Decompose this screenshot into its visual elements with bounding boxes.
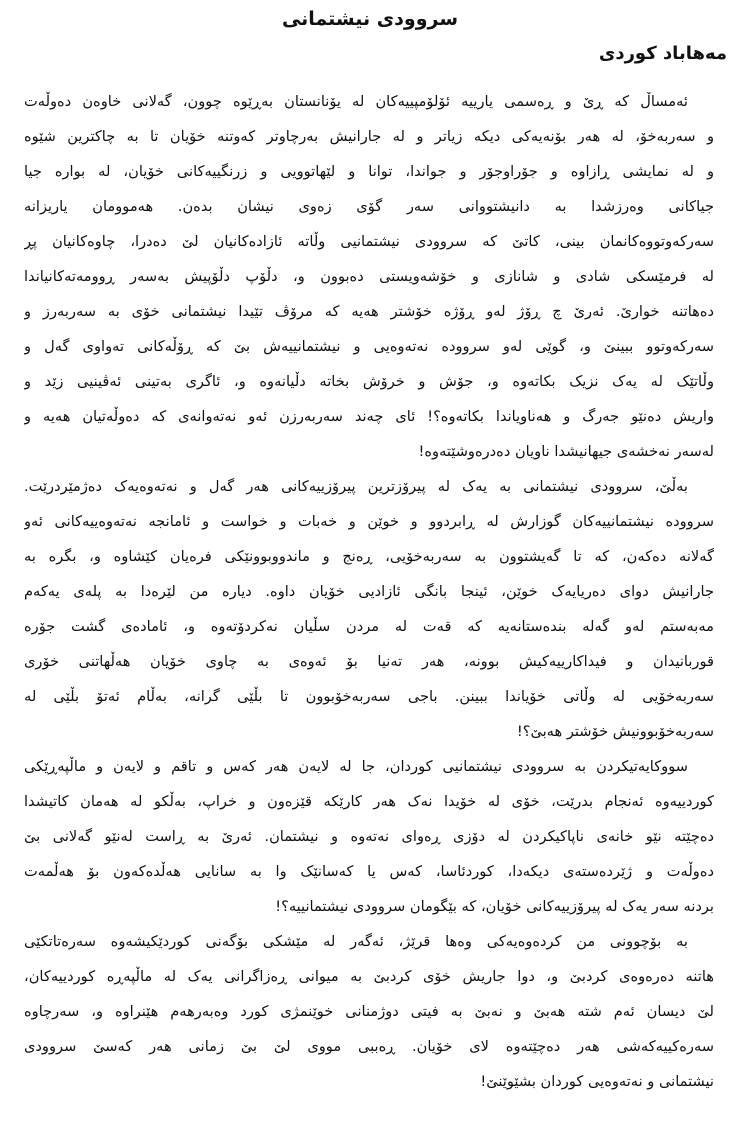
text-line: سەربەخۆبوونیش خۆشتر هەبێ؟! [516,723,714,740]
text-line: بردنە سەر یەک لە پیرۆزییەکانی خۆیان، کە بێگومان سروودی نیشتمانییە؟! [275,898,714,915]
text-line: سروودە نیشتمانییەکان گوزارش لە ڕابردوو و خوێن و خەبات و خواست و ئامانجە نەتەوەییەکانی ئەو [24,513,714,530]
text-line: هاتنە دەرەوەی کردبێ و، دوا جاریش خۆی کردبێ بە میوانی ڕەزاگرانی یەک لە ماڵپەڕە کوردییەکان، [24,968,714,985]
text-line: جیاکانی وەرزشدا بە دانیشتووانی سەر گۆی زەوی نیشان بدەن. هەموومان یاریزانە [24,198,714,215]
text-line: لەسەر نەخشەی جیهانیشدا ناویان دەدرەوشێتەوە! [418,443,714,460]
text-line: سەرەکییەکەشی هەر دەچێتەوە لای خۆیان. ڕەببی مووی لێ بێ زمانی هەر کەسێ سروودی [24,1038,714,1055]
text-line: سەرکەوتووەکانمان بینی، کاتێ کە سروودی نیشتمانیی وڵاتە ئازادەکانیان لێ دەدرا، چاوەکانیان پڕ [24,233,714,250]
paragraph [24,924,714,1099]
text-line: دەوڵەت و ژێردەستەی دیکەدا، کوردئاسا، کەس یا کەسانێک وا بە سانایی هەڵدەکەون بۆ هەڵمەت [24,863,714,880]
text-line: و لە نمایشی ڕازاوە و جۆراوجۆر و جواندا، توانا و لێهاتوویی و زرنگییەکانی خۆیان، لە بوارە جیا [24,163,714,180]
paragraph [24,469,714,749]
text-line: وڵاتێک لە یەک نزیک بکاتەوە و، جۆش و خرۆش بخاتە دڵیانەوە و، ئاگری بەتینی ئەڤینیی زێد و [24,373,714,390]
text-line: کوردییەوە ئەنجام بدرێت، خۆی لە خۆیدا نەک هەر کارێکە قێزەون و خراپ، بەڵکو لە هەمان کاتیشدا [24,793,714,810]
text-line: بەڵێ، سروودی نیشتمانی بە یەک لە پیرۆزترین پیرۆزییەکانی هەر گەل و نەتەوەیەک دەژمێردرێت. [24,478,688,495]
text-line: گەلانە دەکەن، کە تا گەیشتوون بە سەربەخۆیی، ڕەنج و ماندووبوونێکی فرەیان کێشاوە و، بگرە بە [24,548,714,565]
text-line: و سەربەخۆ، لە هەر بۆنەیەکی دیکە زیاتر و لە جارانیش بەرچاوتر کەوتنە خۆیان تا بە چاکترین شێوە [24,128,714,145]
paragraph [24,749,714,924]
article-body [24,84,714,1099]
text-line: ئەمساڵ کە ڕێ و ڕەسمی یارییە ئۆلۆمپییەکان لە یۆنانستان بەڕێوە چوون، گەلانی خاوەن دەوڵەت [24,93,688,110]
text-line: دەچێتە نێو خانەی ناپاکیکردن لە دۆزی ڕەوای نەتەوە و نیشتمان. ئەرێ بە ڕاست لەنێو گەلانی بێ [24,828,714,845]
text-line: قوربانیدان و فیداکارییەکیش بوونە، هەر تەنیا بۆ ئەوەی بە چاوی خۆیان هەڵهاتنی خۆری [24,653,714,670]
text-line: لە فرمێسکی شادی و شانازی و خۆشەویستی دەبوون و، دڵۆپ دڵۆپیش بەسەر ڕوومەتەکانیاندا [24,268,714,285]
text-line: مەبەستم لەو گەلە بندەستانەیە کە قەت لە مردن سڵیان نەکردۆتەوە و، ئامادەی گشت جۆرە [24,618,714,635]
text-line: جارانیش دوای دەریایەک خوێن، ئینجا بانگی ئازادیی خۆیان داوە. دیارە من لێرەدا بە پلەی یەکەم [24,583,714,600]
text-line: سەرکەوتوو ببینێ و، گوێی لەو سروودە نەتەوەیی و نیشتمانییەش بێ کە ڕۆڵەکانی تەواوی گەل و [24,338,714,355]
text-line: نیشتمانی و نەتەوەیی کوردان بشێوێنێ! [480,1073,714,1090]
paragraph [24,84,714,469]
text-line: دەهاتنە خوارێ. ئەرێ چ ڕۆژ لەو ڕۆژە خۆشتر هەیە کە مرۆڤ تێیدا نیشتمانی خۆی بە سەربەرز و [24,303,714,320]
document-title: سروودی نیشتمانی [281,8,459,30]
text-line: واریش دەنێو جەرگ و هەناویاندا بکاتەوە؟! ئای چەند سەربەرزن ئەو نەتەوانەی کە دەوڵەتیان هەیە و [24,408,714,425]
text-line: لێ دیسان ئەم شتە هەبێ و نەبێ بە فیتی دوژمنانی خوێنمژی کورد وەبەرهەم هێنراوە و، سەرچاوە [24,1003,714,1020]
text-line: سەربەخۆیی لە وڵاتی خۆیاندا ببینن. باجی سەربەخۆبوون تا بڵێی گرانە، بەڵام ئەتۆ بڵێی لە [24,688,714,705]
author-name: مەهاباد کوردی [598,43,727,64]
text-line: بە بۆچوونی من کردەوەیەکی وەها قرێژ، ئەگەر لە مێشکی بۆگەنی کوردێکیشەوە سەرەتاتکێی [24,933,688,950]
text-line: سووکایەتیکردن بە سروودی نیشتمانیی کوردان، جا لە لایەن هەر کەس و تاقم و لایەن و ماڵپەڕێکی [24,758,688,775]
